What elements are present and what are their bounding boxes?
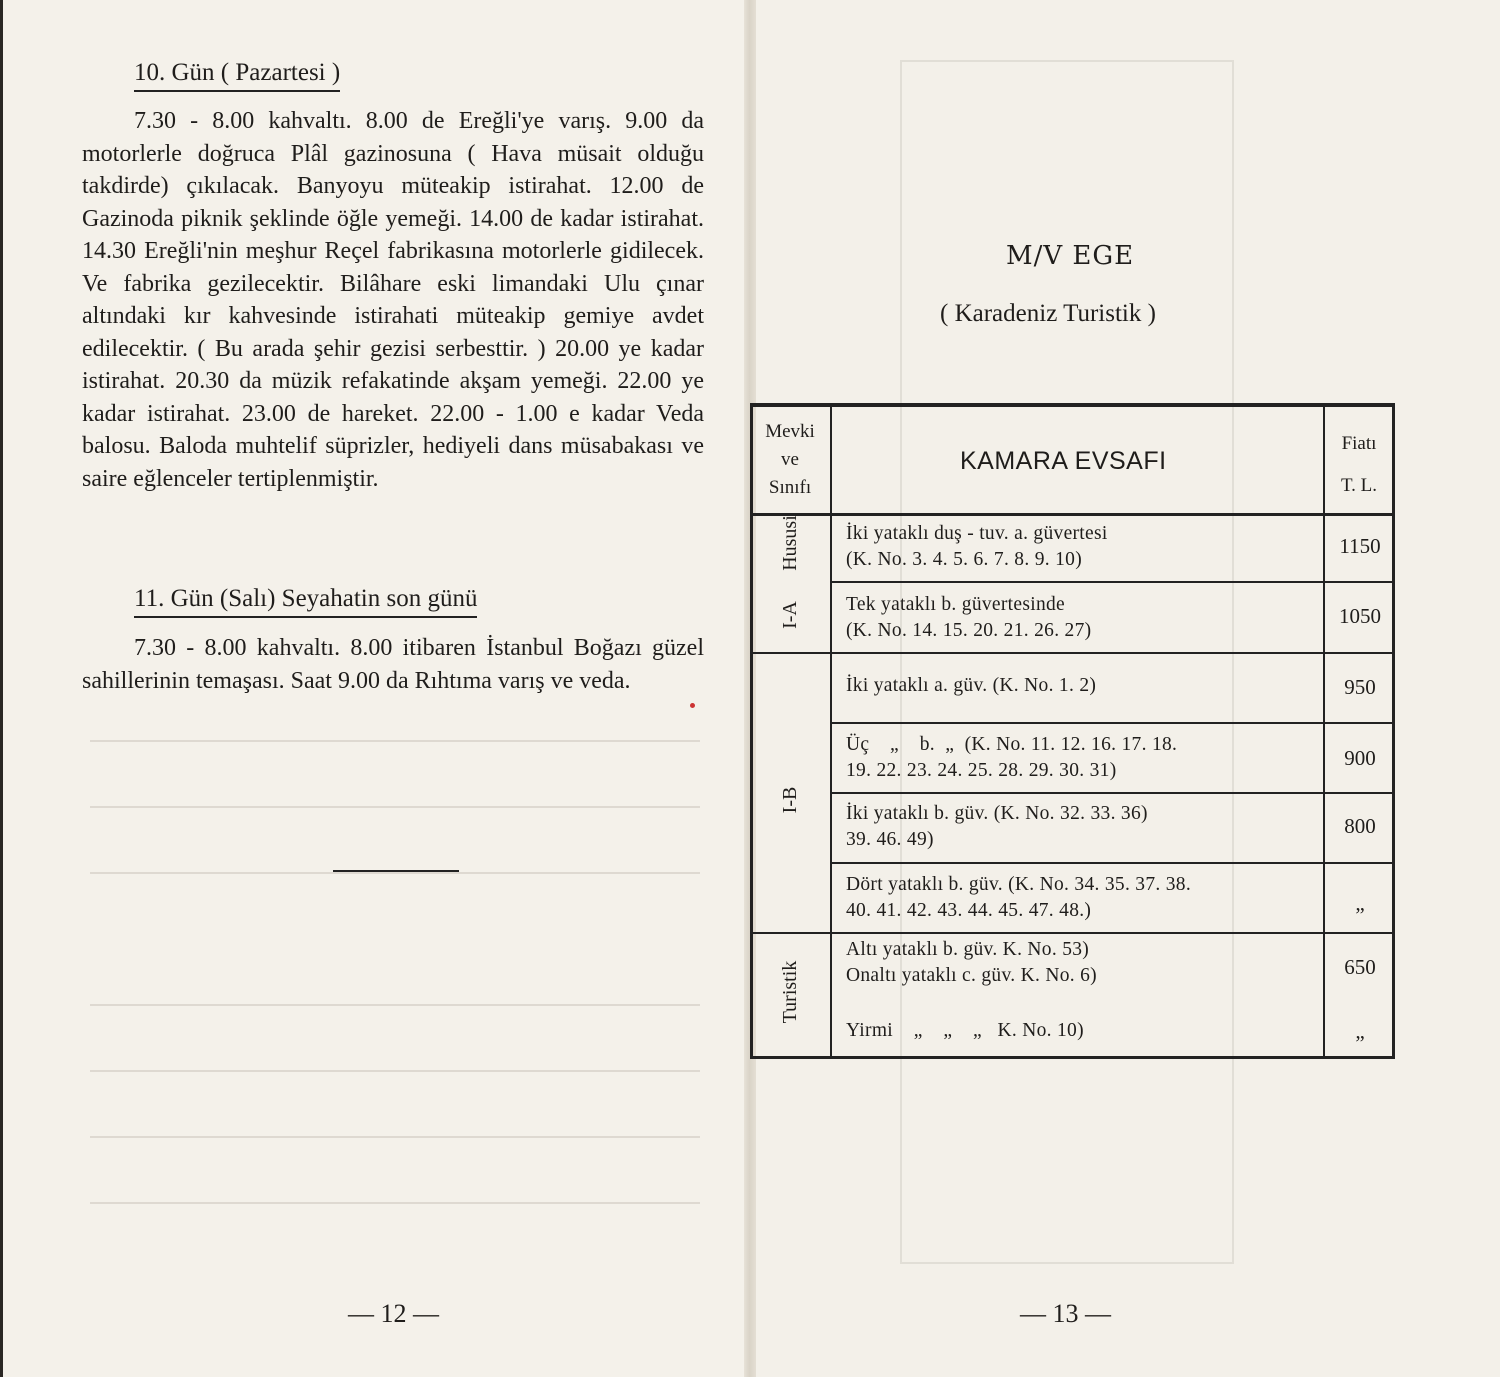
day-11-heading: 11. Gün (Salı) Seyahatin son günü — [134, 584, 477, 618]
header-class-line-3: Sınıfı — [768, 477, 812, 498]
class-label-i-b: I-B — [779, 786, 801, 814]
table-row-8-price: „ — [1355, 1019, 1365, 1043]
header-class-line-2: ve — [781, 449, 799, 470]
table-row-3-desc — [846, 673, 1316, 699]
row-6-line-1: Dört yataklı b. güv. (K. No. 34. 35. 37. 38. — [846, 874, 1192, 895]
row-2-line-2: (K. No. 14. 15. 20. 21. 26. 27) — [846, 620, 1092, 641]
table-row-divider — [830, 581, 1392, 583]
header-cabin-features: KAMARA EVSAFI — [960, 447, 1167, 475]
row-2-line-1: Tek yataklı b. güvertesinde — [846, 594, 1066, 615]
table-row-divider — [753, 652, 1392, 654]
day-11-itinerary-text: 7.30 - 8.00 kahvaltı. 8.00 itibaren İstanbul Boğazı güzel sahillerinin temaşası. Saat 9.00 da Rıhtıma varış ve veda. — [82, 635, 704, 694]
row-5-line-2: 39. 46. 49) — [846, 829, 934, 850]
table-row-divider — [830, 862, 1392, 864]
row-1-line-2: (K. No. 3. 4. 5. 6. 7. 8. 9. 10) — [846, 549, 1083, 570]
table-column-divider — [830, 407, 832, 1056]
page-edge — [0, 0, 3, 1377]
row-8-line-1: Yirmi „ „ „ K. No. 10) — [846, 1020, 1084, 1041]
page-number-left: — 12 — — [348, 1299, 439, 1328]
header-class-line-1: Mevki — [765, 421, 815, 442]
section-end-rule — [333, 870, 459, 872]
table-row-8-desc — [846, 1018, 1316, 1044]
table-row-5-desc — [846, 801, 1316, 853]
table-row-4-price: 900 — [1344, 746, 1376, 770]
row-4-line-1: Üç „ b. „ (K. No. 11. 12. 16. 17. 18. — [846, 734, 1178, 755]
row-3-line-1: İki yataklı a. güv. (K. No. 1. 2) — [846, 675, 1097, 696]
row-7-line-2: Onaltı yataklı c. güv. K. No. 6) — [846, 965, 1097, 986]
class-label-i-a: I-A — [779, 601, 801, 629]
table-row-3-price: 950 — [1344, 675, 1376, 699]
ink-spot — [690, 703, 695, 708]
table-header-divider — [753, 513, 1392, 516]
table-row-5-price: 800 — [1344, 814, 1376, 838]
table-row-2-desc — [846, 592, 1316, 644]
header-price-line-2: T. L. — [1340, 475, 1378, 496]
class-label-turistik: Turistik — [779, 960, 801, 1024]
class-label-hususi: Hususi — [779, 515, 801, 571]
row-4-line-2: 19. 22. 23. 24. 25. 28. 29. 30. 31) — [846, 760, 1117, 781]
ship-subtitle: ( Karadeniz Turistik ) — [940, 300, 1156, 327]
row-5-line-1: İki yataklı b. güv. (K. No. 32. 33. 36) — [846, 803, 1148, 824]
row-1-line-1: İki yataklı duş - tuv. a. güvertesi — [846, 523, 1108, 544]
header-class-column — [752, 418, 828, 502]
row-6-line-2: 40. 41. 42. 43. 44. 45. 47. 48.) — [846, 900, 1092, 921]
table-row-6-desc — [846, 872, 1316, 924]
day-10-itinerary-text: 7.30 - 8.00 kahvaltı. 8.00 de Ereğli'ye varış. 9.00 da motorlerle doğruca Plâl gazinosuna ( Hava müsait olduğu takdirde) çıkılacak. Banyoyu müteakip istirahat. 12.00 de Gazinoda piknik şeklinde öğle yemeği. 14.00 de kadar istirahat. 14.30 Ereğli'nin meşhur Reçel fabrikasına motorlerle gidilecek. Ve fabrika gezilecektir. Bilâhare eski limandaki Ulu çınar altındaki kır kahvesinde istirahati müteakip gemiye avdet edilecektir. ( Bu arada şehir gezisi serbesttir. ) 20.00 ye kadar istirahat. 20.30 da müzik refakatinde akşam yemeği. 22.00 ye kadar istirahat. 23.00 de hareket. 22.00 - 1.00 e kadar Veda balosu. Baloda muhtelif süprizler, hediyeli dans müsabakası ve saire eğlenceler tertiplenmiştir. — [82, 108, 704, 492]
table-row-4-desc — [846, 732, 1316, 784]
table-row-1-price: 1150 — [1339, 534, 1381, 558]
table-row-1-desc — [846, 521, 1316, 573]
header-price-line-1: Fiatı — [1341, 433, 1377, 454]
ship-title: M/V EGE — [1006, 241, 1135, 271]
table-row-divider — [830, 792, 1392, 794]
table-row-divider — [830, 722, 1392, 724]
table-row-7-desc — [846, 937, 1316, 989]
table-row-divider — [753, 932, 1392, 934]
table-column-divider — [1323, 407, 1325, 1056]
table-row-6-price: „ — [1355, 891, 1365, 915]
header-price-column — [1324, 430, 1394, 500]
page-number-right: — 13 — — [1020, 1299, 1111, 1328]
table-row-7-price: 650 — [1344, 955, 1376, 979]
day-10-heading: 10. Gün ( Pazartesi ) — [134, 58, 340, 92]
table-row-2-price: 1050 — [1339, 604, 1381, 628]
row-7-line-1: Altı yataklı b. güv. K. No. 53) — [846, 939, 1090, 960]
